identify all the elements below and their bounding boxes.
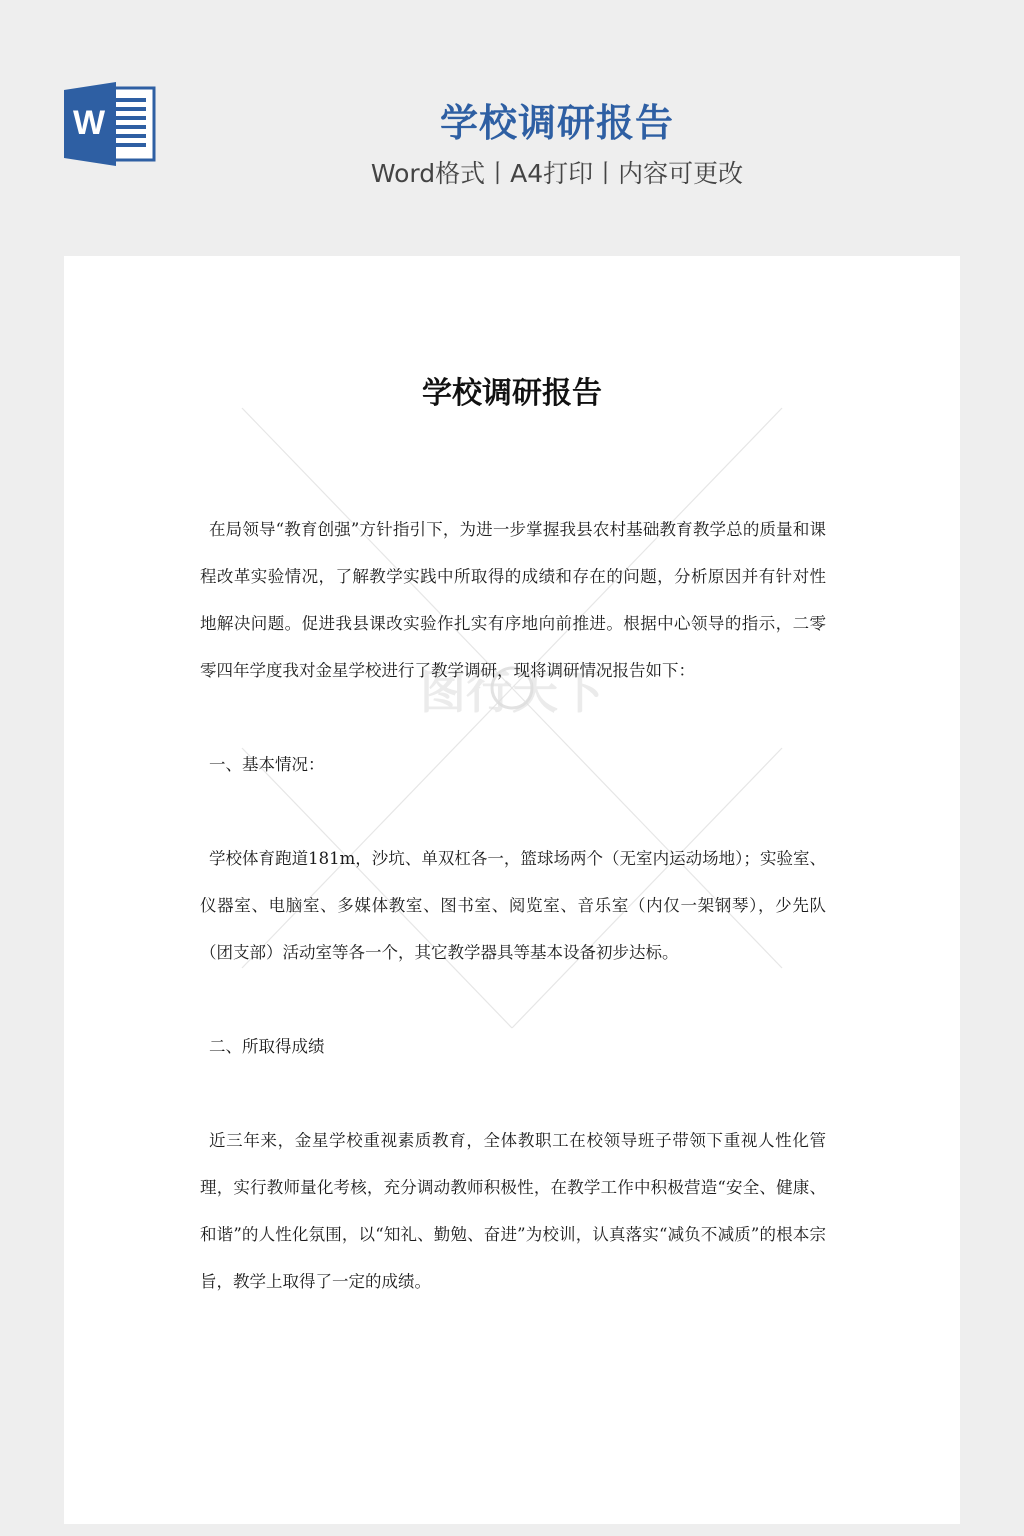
document-title: 学校调研报告 — [422, 376, 602, 411]
section-heading-basic: 一、基本情况： — [209, 755, 325, 774]
basic-info-paragraph: 学校体育跑道181m，沙坑、单双杠各一，篮球场两个（无室内运动场地）；实验室、仪器室、电脑室、多媒体教室、图书室、阅览室、音乐室（内仅一架钢琴），少先队（团支部）活动室等各一个，其它教学器具等基本设备初步达标。 — [200, 849, 826, 962]
section-heading-achievements: 二、所取得成绩 — [209, 1037, 325, 1056]
word-logo-letter: W — [72, 104, 106, 142]
document-page — [64, 256, 960, 1524]
watermark-text: 图行天下 — [420, 665, 604, 719]
document-body — [200, 506, 826, 1305]
intro-paragraph: 在局领导“教育创强”方针指引下，为进一步掌握我县农村基础教育教学总的质量和课程改革实验情况，了解教学实践中所取得的成绩和存在的问题，分析原因并有针对性地解决问题。促进我县课改实验作扎实有序地向前推进。根据中心领导的指示，二零零四年学度我对金星学校进行了教学调研，现将调研情况报告如下： — [200, 520, 826, 680]
achievements-paragraph: 近三年来，金星学校重视素质教育，全体教职工在校领导班子带领下重视人性化管理，实行教师量化考核，充分调动教师积极性，在教学工作中积极营造“安全、健康、和谐”的人性化氛围，以“知礼、勤勉、奋进”为校训，认真落实“减负不减质”的根本宗旨，教学上取得了一定的成绩。 — [200, 1131, 826, 1291]
header-title: 学校调研报告 — [439, 101, 674, 145]
header-banner — [0, 0, 1024, 256]
header-subtitle: Word格式丨A4打印丨内容可更改 — [370, 159, 744, 188]
word-document-icon — [64, 82, 156, 166]
